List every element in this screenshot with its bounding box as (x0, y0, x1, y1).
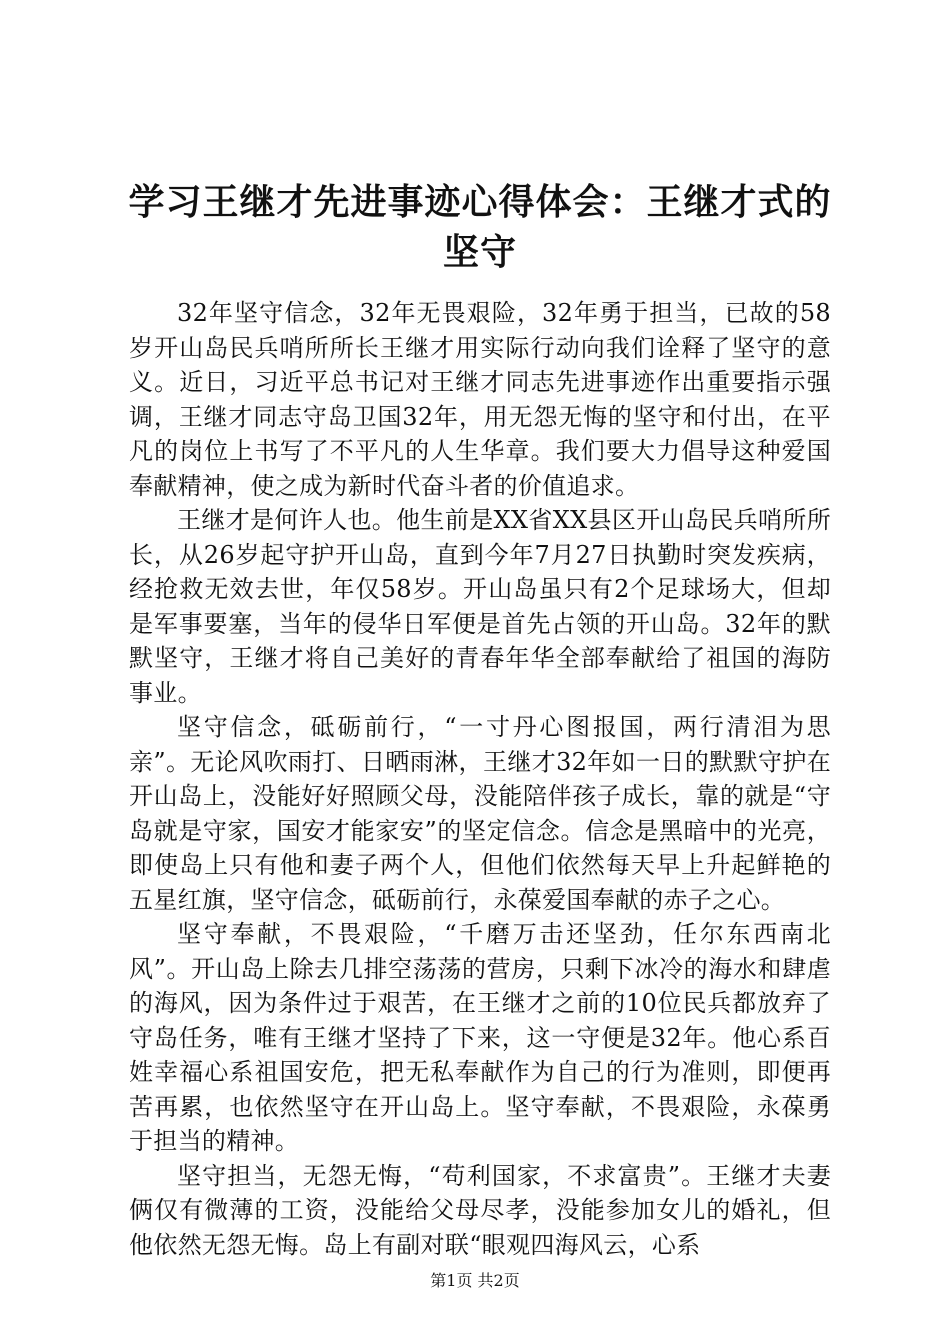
document-body (129, 296, 831, 1262)
paragraph: 王继才是何许人也。他生前是XX省XX县区开山岛民兵哨所所长，从26岁起守护开山岛，直到今年7月27日执勤时突发疾病，经抢救无效去世，年仅58岁。开山岛虽只有2个足球场大，但却是军事要塞，当年的侵华日军便是首先占领的开山岛。32年的默默坚守，王继才将自己美好的青春年华全部奉献给了祖国的海防事业。 (129, 506, 831, 707)
paragraph: 32年坚守信念，32年无畏艰险，32年勇于担当，已故的58岁开山岛民兵哨所所长王继才用实际行动向我们诠释了坚守的意义。近日，习近平总书记对王继才同志先进事迹作出重要指示强调，王继才同志守岛卫国32年，用无怨无悔的坚守和付出，在平凡的岗位上书写了不平凡的人生华章。我们要大力倡导这种爱国奉献精神，使之成为新时代奋斗者的价值追求。 (129, 299, 831, 500)
page-footer: 第1页 共2页 (430, 1271, 520, 1290)
paragraph: 坚守奉献，不畏艰险，“千磨万击还坚劲，任尔东西南北风”。开山岛上除去几排空荡荡的营房，只剩下冰冷的海水和肆虐的海风，因为条件过于艰苦，在王继才之前的10位民兵都放弃了守岛任务，唯有王继才坚持了下来，这一守便是32年。他心系百姓幸福心系祖国安危，把无私奉献作为自己的行为准则，即便再苦再累，也依然坚守在开山岛上。坚守奉献，不畏艰险，永葆勇于担当的精神。 (129, 920, 831, 1155)
document-title: 学习王继才先进事迹心得体会：王继才式的坚守 (128, 182, 832, 273)
paragraph: 坚守信念，砥砺前行，“一寸丹心图报国，两行清泪为思亲”。无论风吹雨打、日晒雨淋，王继才32年如一日的默默守护在开山岛上，没能好好照顾父母，没能陪伴孩子成长，靠的就是“守岛就是守家，国安才能家安”的坚定信念。信念是黑暗中的光亮，即使岛上只有他和妻子两个人，但他们依然每天早上升起鲜艳的五星红旗，坚守信念，砥砺前行，永葆爱国奉献的赤子之心。 (129, 713, 831, 914)
paragraph: 坚守担当，无怨无悔，“苟利国家，不求富贵”。王继才夫妻俩仅有微薄的工资，没能给父母尽孝，没能参加女儿的婚礼，但他依然无怨无悔。岛上有副对联“眼观四海风云，心系 (129, 1161, 831, 1259)
